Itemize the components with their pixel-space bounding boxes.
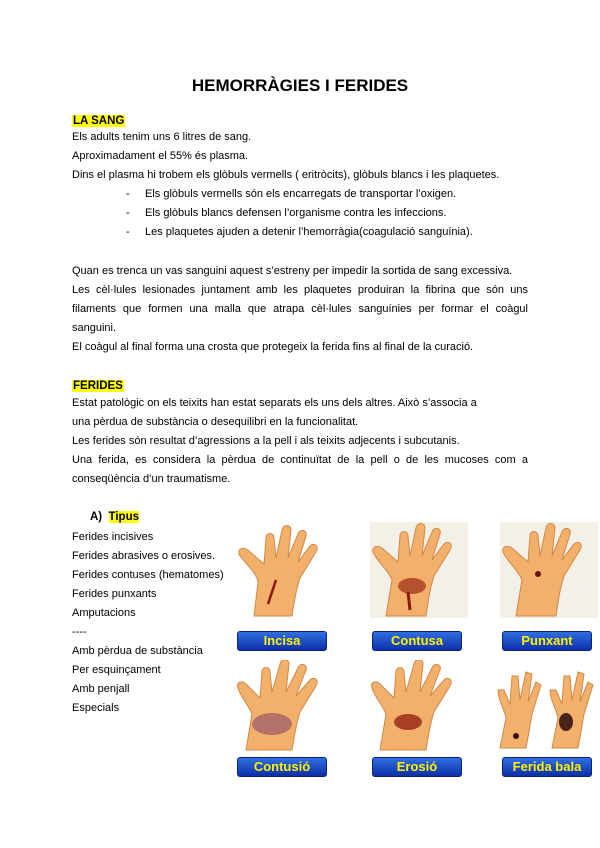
list-item: Ferides incisives	[72, 531, 154, 543]
list-item: Amb pèrdua de substància	[72, 645, 203, 657]
page-title: HEMORRÀGIES I FERIDES	[191, 76, 409, 95]
list-item: Especials	[72, 702, 120, 714]
bullet-dash: -	[126, 226, 130, 238]
list-item: Per esquinçament	[72, 664, 161, 676]
section-heading-sang	[72, 111, 125, 129]
heading-la-sang: LA SANG	[73, 115, 125, 127]
list-item: Ferides abrasives o erosives.	[72, 550, 216, 562]
bullet-text: Els glòbuls blancs defensen l’organisme contra les infeccions.	[145, 207, 447, 219]
hand-contusion-icon	[370, 522, 468, 618]
list-item: Amputacions	[72, 607, 136, 619]
text-line: filaments que formen una malla que atrapa cèl·lules sanguínies per formar el coàgul	[72, 303, 528, 315]
hand-bruise-icon	[234, 660, 334, 752]
subheading-tipus	[90, 511, 139, 523]
bullet-dash: -	[126, 207, 130, 219]
bullet-text: Els glòbuls vermells són els encarregats de transportar l’oxigen.	[145, 188, 457, 200]
hand-erosion-icon	[368, 660, 468, 752]
label-incisa: Incisa	[237, 631, 327, 651]
hand-incision-icon	[236, 522, 334, 618]
list-item: Ferides contuses (hematomes)	[72, 569, 224, 581]
text-line: Estat patològic on els teixits han estat separats els uns dels altres. Això s’associa a	[72, 397, 477, 409]
label-punxant: Punxant	[502, 631, 592, 651]
text-line: Els adults tenim uns 6 litres de sang.	[72, 131, 252, 143]
label-erosio: Erosió	[372, 757, 462, 777]
bullet-dash: -	[126, 188, 130, 200]
section-heading-ferides	[72, 376, 124, 394]
text-line: conseqüència d’un traumatisme.	[72, 473, 231, 485]
list-item: Ferides punxants	[72, 588, 157, 600]
text-line: El coàgul al final forma una crosta que protegeix la ferida fins al final de la curació.	[72, 341, 474, 353]
list-item: Amb penjall	[72, 683, 130, 695]
subheading-prefix: A)	[90, 511, 103, 523]
text-line: Les ferides són resultat d’agressions a la pell i als teixits adjecents i subcutanis.	[72, 435, 460, 447]
text-line: sanguini.	[72, 322, 117, 334]
text-line: Una ferida, es considera la pèrdua de continuïtat de la pell o de les mucoses com a	[72, 454, 528, 466]
text-line: Quan es trenca un vas sanguini aquest s’estreny per impedir la sortida de sang excessiva.	[72, 265, 513, 277]
heading-ferides: FERIDES	[73, 380, 123, 392]
hand-bullet-wound-icon	[496, 660, 596, 752]
hand-puncture-icon	[500, 522, 598, 618]
label-contusio: Contusió	[237, 757, 327, 777]
bullet-text: Les plaquetes ajuden a detenir l’hemorràgia(coagulació sanguínia).	[145, 226, 473, 238]
list-separator: ----	[72, 626, 87, 638]
label-ferida-bala: Ferida bala	[502, 757, 592, 777]
subheading-label: Tipus	[108, 511, 139, 523]
text-line: Aproximadament el 55% és plasma.	[72, 150, 249, 162]
text-line: Dins el plasma hi trobem els glòbuls vermells ( eritròcits), glòbuls blancs i les plaquetes.	[72, 169, 500, 181]
text-line: una pèrdua de substància o desequilibri en la funcionalitat.	[72, 416, 359, 428]
text-line: Les cèl·lules lesionades juntament amb les plaquetes produiran la fibrina que són uns	[72, 284, 528, 296]
label-contusa: Contusa	[372, 631, 462, 651]
